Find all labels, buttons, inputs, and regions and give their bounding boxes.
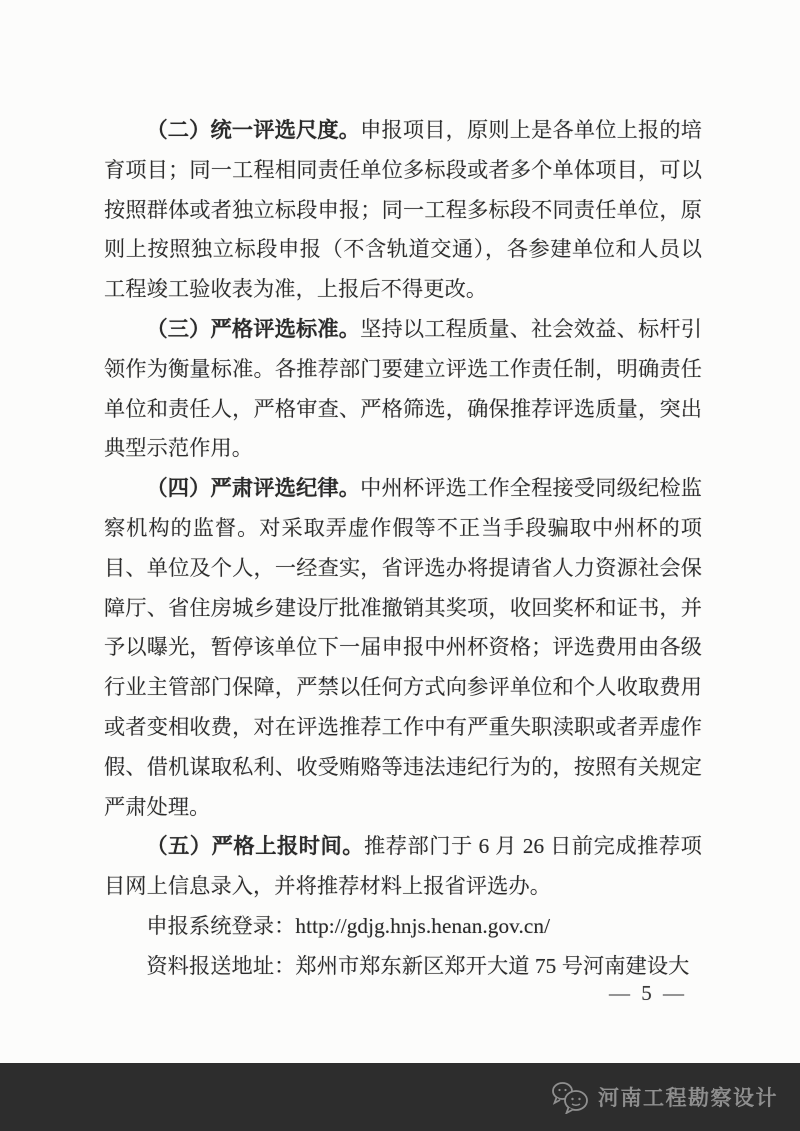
paragraph-item-3	[104, 310, 702, 469]
paragraph-item-5	[104, 827, 702, 907]
document-body	[104, 111, 702, 987]
system-login-line: 申报系统登录：http://gdjg.hnjs.henan.gov.cn/	[146, 913, 551, 938]
paragraph-item-4	[104, 469, 702, 827]
paragraph-body: 中州杯评选工作全程接受同级纪检监察机构的监督。对采取弄虚作假等不正当手段骗取中州杯的项目、单位及个人，一经查实，省评选办将提请省人力资源社会保障厅、省住房城乡建设厅批准撤销其奖项，收回奖杯和证书，并予以曝光，暂停该单位下一届申报中州杯资格；评选费用由各级行业主管部门保障，严禁以任何方式向参评单位和个人收取费用或者变相收费，对在评选推荐工作中有严重失职渎职或者弄虚作假、借机谋取私利、收受贿赂等违法违纪行为的，按照有关规定严肃处理。	[104, 476, 702, 819]
address-line: 资料报送地址：郑州市郑东新区郑开大道 75 号河南建设大	[146, 953, 690, 978]
footer-brand-text: 河南工程勘察设计	[598, 1087, 778, 1110]
paragraph-head: （三）严格评选标准。	[146, 316, 361, 341]
page-number: — 5 —	[609, 981, 687, 1005]
paragraph-item-2	[104, 111, 702, 310]
paragraph-body: 坚持以工程质量、社会效益、标杆引领作为衡量标准。各推荐部门要建立评选工作责任制，明确责任单位和责任人，严格审查、严格筛选，确保推荐评选质量，突出典型示范作用。	[104, 316, 702, 461]
paragraph-body: 推荐部门于 6 月 26 日前完成推荐项目网上信息录入，并将推荐材料上报省评选办。	[104, 834, 702, 899]
paragraph-head: （二）统一评选尺度。	[146, 118, 361, 142]
paragraph-body: 申报项目，原则上是各单位上报的培育项目；同一工程相同责任单位多标段或者多个单体项目，可以按照群体或者独立标段申报；同一工程多标段不同责任单位，原则上按照独立标段申报（不含轨道交通），各参建单位和人员以工程竣工验收表为准，上报后不得更改。	[104, 118, 702, 302]
footer-bar	[0, 1063, 800, 1131]
wechat-icon	[550, 1080, 590, 1114]
paragraph-head: （四）严肃评选纪律。	[146, 476, 361, 501]
paragraph-head: （五）严格上报时间。	[146, 834, 364, 859]
